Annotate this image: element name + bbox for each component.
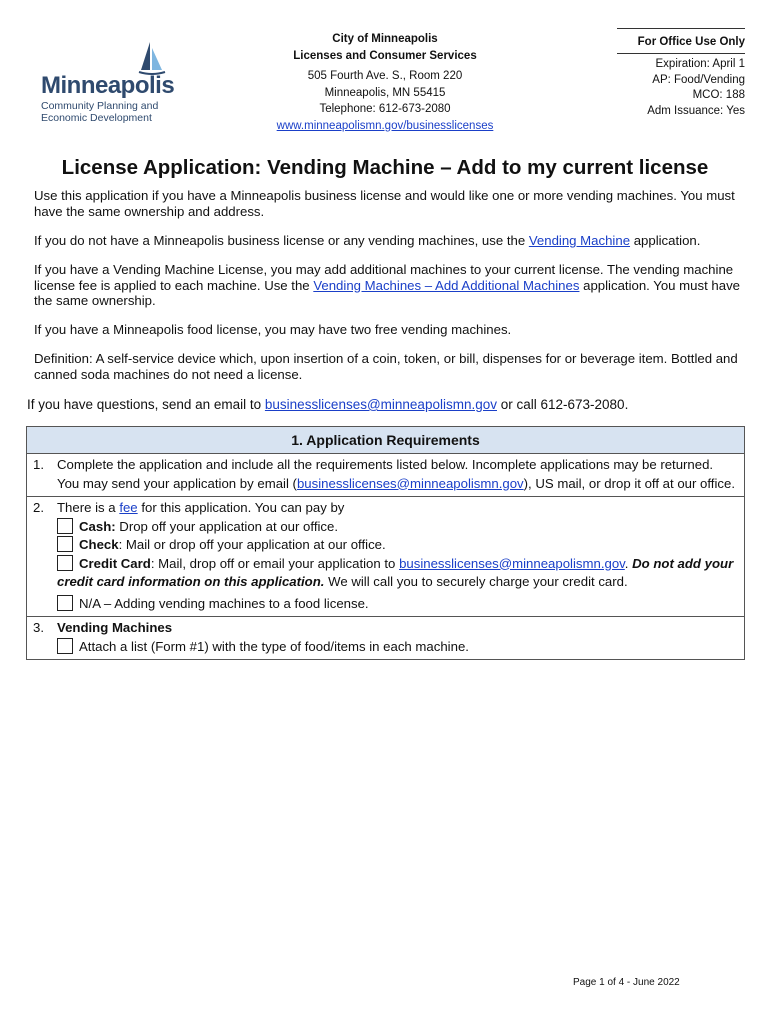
- credit-card-text: : Mail, drop off or email your application to: [150, 555, 400, 571]
- item2-text: There is a: [57, 500, 120, 515]
- item2-text-end: for this application. You can pay by: [137, 500, 345, 515]
- office-use-heading: For Office Use Only: [617, 29, 745, 54]
- office-use-ap: AP: Food/Vending: [652, 73, 745, 86]
- definition-paragraph: Definition: A self-service device which, upon insertion of a coin, token, or bill, dispenses for or beverage item. Bottled and canned soda machines do not need a license.: [34, 351, 738, 382]
- requirement-item-1: [27, 454, 744, 496]
- credit-card-label: Credit Card: [79, 555, 151, 571]
- intro-p2-text: If you do not have a Minneapolis business license or any vending machines, use the: [34, 233, 529, 248]
- item-number: 3.: [33, 620, 44, 635]
- office-use-adm: Adm Issuance: Yes: [647, 104, 745, 117]
- attach-list-checkbox[interactable]: [57, 638, 73, 654]
- page-title: License Application: Vending Machine – Add to my current license: [61, 156, 709, 179]
- intro-p2-text-end: application.: [630, 233, 701, 248]
- logo-subtitle-line-2: Economic Development: [41, 112, 152, 124]
- cash-label: Cash:: [79, 518, 116, 534]
- office-use-box: [617, 28, 745, 119]
- check-label: Check: [79, 537, 119, 552]
- address-line-1: 505 Fourth Ave. S., Room 220: [307, 70, 463, 82]
- sailboat-logo-icon: [138, 40, 166, 76]
- logo-subtitle: [41, 100, 158, 124]
- requirements-heading: 1. Application Requirements: [27, 427, 744, 454]
- telephone: Telephone: 612-673-2080: [319, 103, 451, 115]
- questions-text: If you have questions, send an email to: [27, 397, 265, 412]
- questions-text-end: or call 612-673-2080.: [496, 397, 629, 412]
- credit-card-email-link[interactable]: businesslicenses@minneapolismn.gov: [399, 555, 625, 571]
- logo-subtitle-line-1: Community Planning and: [41, 100, 159, 112]
- intro-paragraph-3: [34, 262, 744, 309]
- item1-text: Complete the application and include all the requirements listed below. Incomplete applications may be returned. You may send your application by email (: [57, 457, 714, 491]
- credit-card-text-end: We will call you to securely charge your credit card.: [324, 574, 628, 589]
- minneapolis-logo: [38, 38, 175, 128]
- requirement-item-2: [27, 496, 744, 616]
- item-number: 2.: [33, 500, 44, 515]
- add-additional-machines-link[interactable]: Vending Machines – Add Additional Machines: [313, 277, 580, 293]
- page-footer: Page 1 of 4 - June 2022: [573, 977, 680, 988]
- item-body: [57, 456, 738, 493]
- office-use-mco: MCO: 188: [692, 89, 745, 101]
- check-checkbox[interactable]: [57, 536, 73, 552]
- check-text: : Mail or drop off your application at our office.: [118, 537, 386, 552]
- address-line-2: Minneapolis, MN 55415: [324, 86, 446, 99]
- item1-email-link[interactable]: businesslicenses@minneapolismn.gov: [296, 475, 524, 491]
- attach-list-text: Attach a list (Form #1) with the type of food/items in each machine.: [79, 638, 469, 654]
- vending-machines-heading: Vending Machines: [57, 620, 173, 635]
- agency-header: [260, 31, 510, 134]
- fee-link[interactable]: fee: [119, 500, 138, 515]
- item-body: [57, 499, 738, 613]
- vending-machine-link[interactable]: Vending Machine: [528, 233, 631, 248]
- logo-wordmark: Minneapolis: [41, 72, 175, 99]
- intro-paragraph-1: Use this application if you have a Minneapolis business license and would like one or more vending machines. You must have the same ownership and address.: [34, 188, 735, 219]
- na-checkbox[interactable]: [57, 595, 73, 611]
- intro-paragraph-2: [34, 233, 744, 249]
- intro-paragraph-4: If you have a Minneapolis food license, you may have two free vending machines.: [34, 322, 512, 337]
- credit-card-checkbox[interactable]: [57, 555, 73, 571]
- item-body: [57, 619, 738, 656]
- na-text: N/A – Adding vending machines to a food license.: [79, 595, 369, 611]
- cash-text: Drop off your application at our office.: [115, 518, 339, 534]
- application-requirements-table: [26, 426, 745, 660]
- requirement-item-3: [27, 616, 744, 659]
- intro-p3-text: If you have a Vending Machine License, you may add additional machines to your current license. The vending machine license fee is applied to each machine. Use the: [34, 262, 734, 293]
- website-link[interactable]: www.minneapolismn.gov/businesslicenses: [276, 119, 494, 132]
- item1-text-end: ), US mail, or drop it off at our office.: [523, 475, 735, 491]
- questions-paragraph: [27, 397, 747, 413]
- cash-checkbox[interactable]: [57, 518, 73, 534]
- intro-p3-text-end: application. You must have the same ownership.: [34, 277, 741, 308]
- credit-card-period: .: [624, 555, 633, 571]
- city-name: City of Minneapolis: [332, 33, 438, 45]
- credit-card-warning: Do not add your credit card information on this application.: [57, 555, 734, 589]
- questions-email-link[interactable]: businesslicenses@minneapolismn.gov: [264, 397, 497, 412]
- item-number: 1.: [33, 457, 44, 472]
- office-use-expiration: Expiration: April 1: [655, 58, 745, 70]
- department-name: Licenses and Consumer Services: [293, 49, 477, 62]
